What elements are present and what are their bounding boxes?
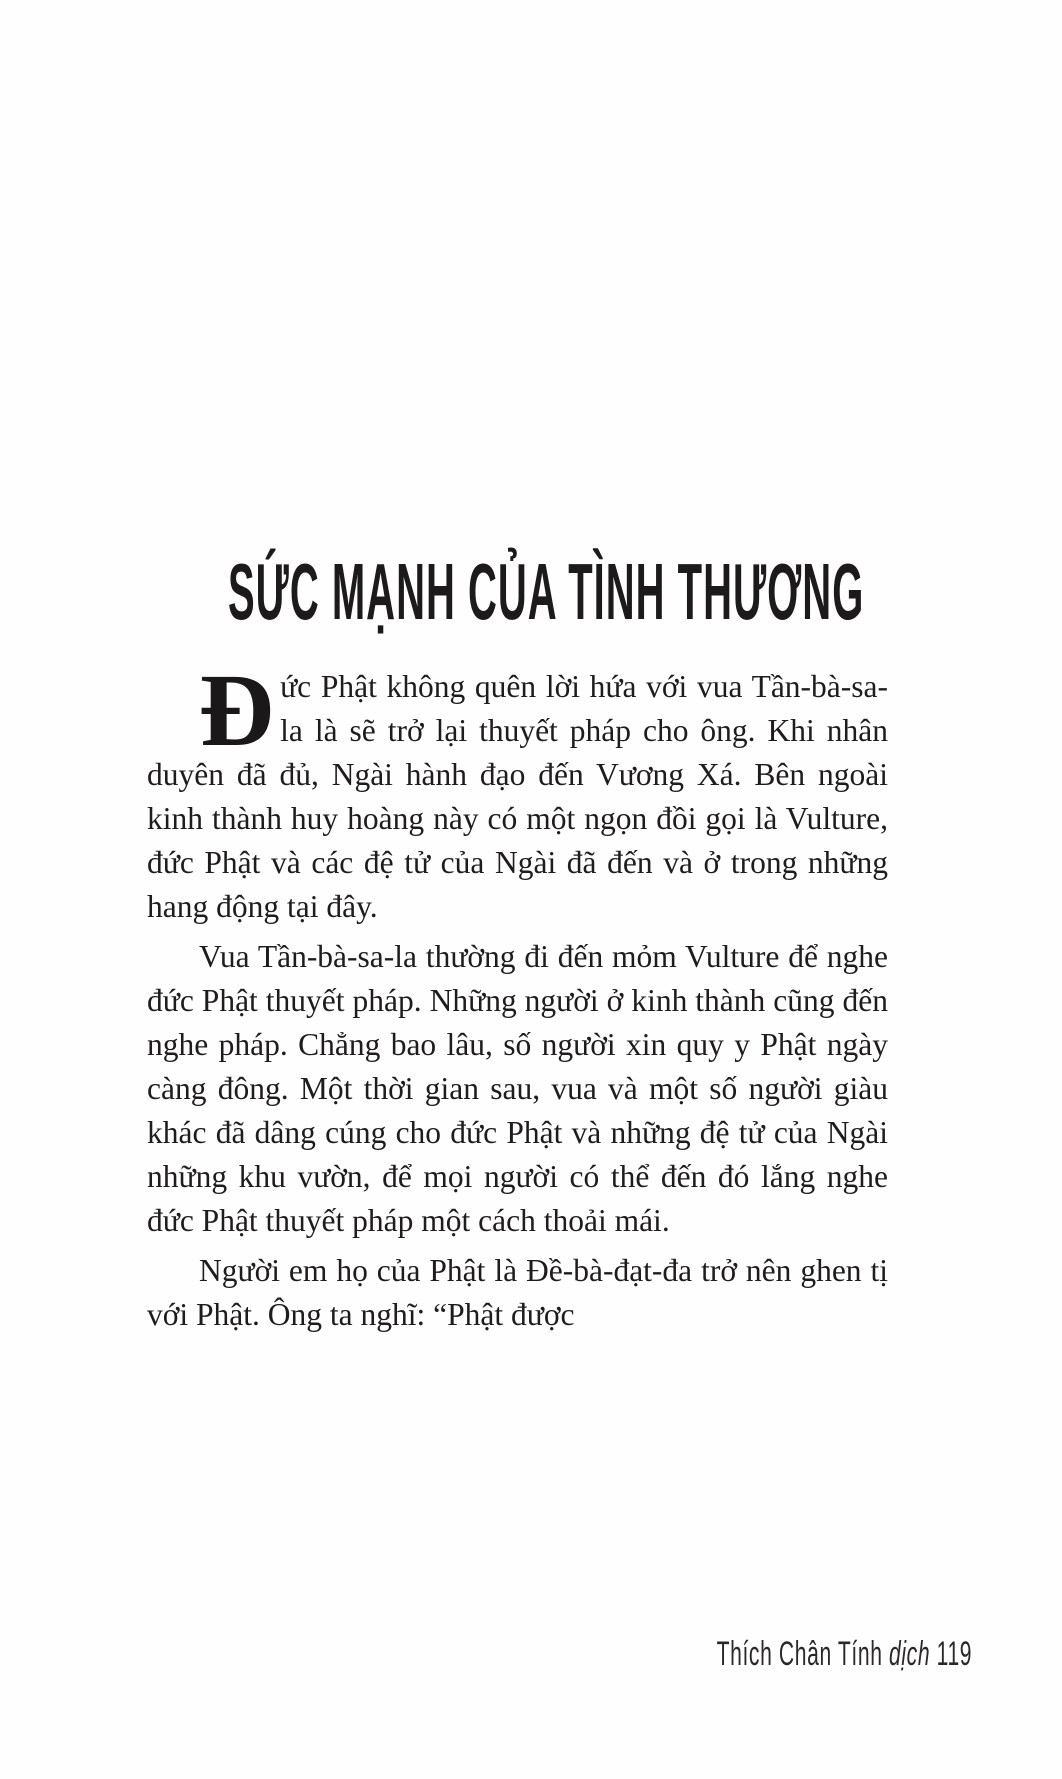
chapter-body xyxy=(147,653,888,1343)
paragraph-3: Người em họ của Phật là Đề-bà-đạt-đa trở nên ghen tị với Phật. Ông ta nghĩ: “Phật được xyxy=(147,1253,888,1332)
paragraph-2: Vua Tần-bà-sa-la thường đi đến mỏm Vulture để nghe đức Phật thuyết pháp. Những người ở kinh thành cũng đến nghe pháp. Chẳng bao lâu, số người xin quy y Phật ngày càng đông. Một thời gian sau, vua và một số người giàu khác đã dâng cúng cho đức Phật và những đệ tử của Ngài những khu vườn, để mọi người có thể đến đó lắng nghe đức Phật thuyết pháp một cách thoải mái. xyxy=(147,939,888,1238)
translator-role: dịch xyxy=(889,1635,931,1673)
page-number: 119 xyxy=(936,1635,973,1673)
translator-name: Thích Chân Tính xyxy=(716,1635,883,1673)
page-footer xyxy=(560,1635,973,1673)
footer-content xyxy=(717,1636,973,1672)
paragraph-1 xyxy=(147,653,888,929)
chapter-title-text: SỨC MẠNH CỦA TÌNH THƯƠNG xyxy=(228,547,865,636)
chapter-title xyxy=(228,547,865,636)
drop-cap-letter: Đ xyxy=(199,653,275,768)
paragraph-1-text: ức Phật không quên lời hứa với vua Tần-bà-sa-la là sẽ trở lại thuyết pháp cho ông. Khi nhân duyên đã đủ, Ngài hành đạo đến Vương Xá. Bên ngoài kinh thành huy hoàng này có một ngọn đồi gọi là Vulture, đức Phật và các đệ tử của Ngài đã đến và ở trong những hang động tại đây. xyxy=(147,669,888,924)
